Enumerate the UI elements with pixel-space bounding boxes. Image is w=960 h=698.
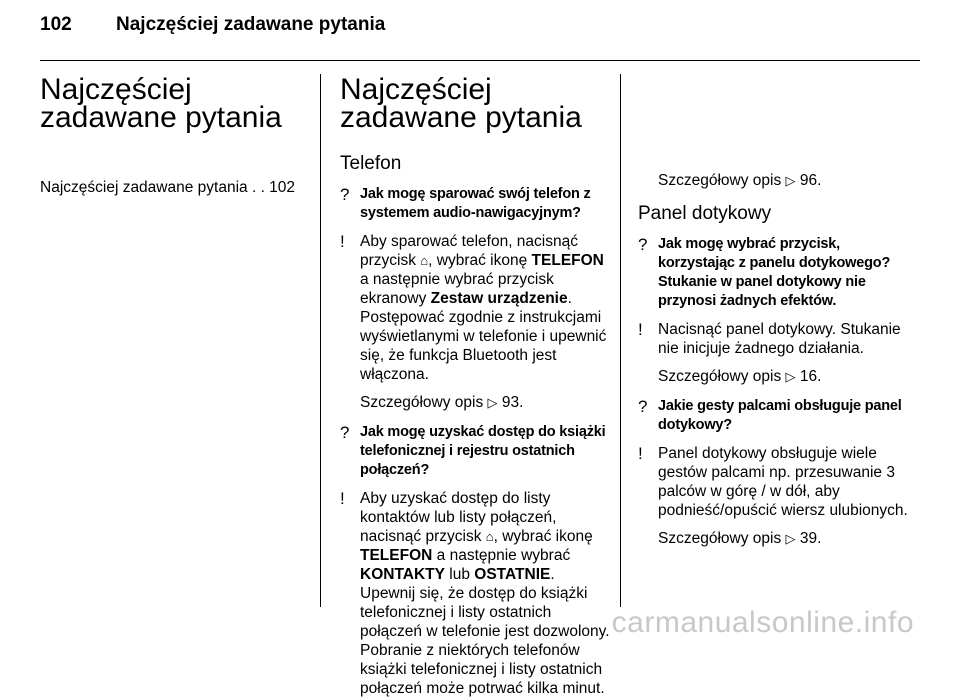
subsection-title-telefon: Telefon (340, 153, 402, 174)
answer-2: ! Aby uzyskać dostęp do listy kontaktów lub listy połączeń, nacisnąć przycisk ⌂, wybrać ikonę TELEFON a następnie wybrać KONTAKTY lub OSTATNIE. Upewnij się, że dostęp do książki telefonicznej i listy ostatnich połączeń w telefonie jest dozwolony. Pobranie z niektórych telefonów książki telefonicznej i listy ostatnich połączeń może potrwać kilka minut. (340, 489, 610, 697)
watermark: carmanualsonline.info (611, 606, 914, 639)
arrow-icon: ▷ (487, 395, 498, 410)
arrow-icon: ▷ (785, 173, 796, 188)
section-title: Najczęściej zadawane pytania (340, 73, 582, 134)
column-divider-2 (620, 74, 621, 607)
home-icon: ⌂ (485, 529, 494, 544)
column-divider-1 (320, 74, 321, 607)
exclamation-icon: ! (340, 232, 345, 251)
exclamation-icon: ! (638, 444, 643, 463)
page-number: 102 (40, 14, 72, 35)
answer-3: ! Nacisnąć panel dotykowy. Stukanie nie inicjuje żadnego działania. (638, 320, 901, 357)
answer-1: ! Aby sparować telefon, nacisnąć przycisk ⌂, wybrać ikonę TELEFON a następnie wybrać przycisk ekranowy Zestaw urządzenie. Postępować zgodnie z instrukcjami wyświetlanymi w telefonie i upewnić się, że funkcja Bluetooth jest włączona. (340, 232, 607, 383)
question-2: ? Jak mogę uzyskać dostęp do książki telefonicznej i rejestru ostatnich połączeń? (340, 423, 606, 478)
answer-4: ! Panel dotykowy obsługuje wiele gestów palcami np. przesuwanie 3 palców w górę / w dół, aby podnieść/opuścić wiersz ulubionych. (638, 444, 908, 519)
reference-3[interactable]: Szczegółowy opis ▷ 16. (658, 368, 822, 385)
reference-4[interactable]: Szczegółowy opis ▷ 39. (658, 530, 822, 547)
subsection-title-panel: Panel dotykowy (638, 203, 772, 224)
home-icon: ⌂ (420, 253, 429, 268)
header-title: Najczęściej zadawane pytania (116, 14, 386, 35)
chapter-title: Najczęściej zadawane pytania (40, 73, 282, 134)
toc-column (40, 73, 312, 197)
question-4: ? Jakie gesty palcami obsługuje panel dotykowy? (638, 397, 902, 433)
reference-1[interactable]: Szczegółowy opis ▷ 93. (360, 394, 524, 411)
question-3: ? Jak mogę wybrać przycisk, korzystając z panelu dotykowego? Stukanie w panel dotykowy nie przynosi żadnych efektów. (638, 235, 891, 309)
header-rule (40, 60, 920, 61)
arrow-icon: ▷ (785, 369, 796, 384)
content-column-2-body (638, 171, 910, 559)
question-icon: ? (638, 397, 648, 416)
exclamation-icon: ! (638, 320, 643, 339)
question-icon: ? (340, 185, 350, 204)
page-header (40, 14, 385, 36)
question-1: ? Jak mogę sparować swój telefon z systemem audio-nawigacyjnym? (340, 185, 591, 221)
question-icon: ? (340, 423, 350, 442)
arrow-icon: ▷ (785, 531, 796, 546)
exclamation-icon: ! (340, 489, 345, 508)
toc-entry[interactable]: Najczęściej zadawane pytania . . 102 (40, 179, 296, 196)
question-icon: ? (638, 235, 648, 254)
content-column-1 (340, 73, 610, 697)
reference-2[interactable]: Szczegółowy opis ▷ 96. (658, 172, 822, 189)
